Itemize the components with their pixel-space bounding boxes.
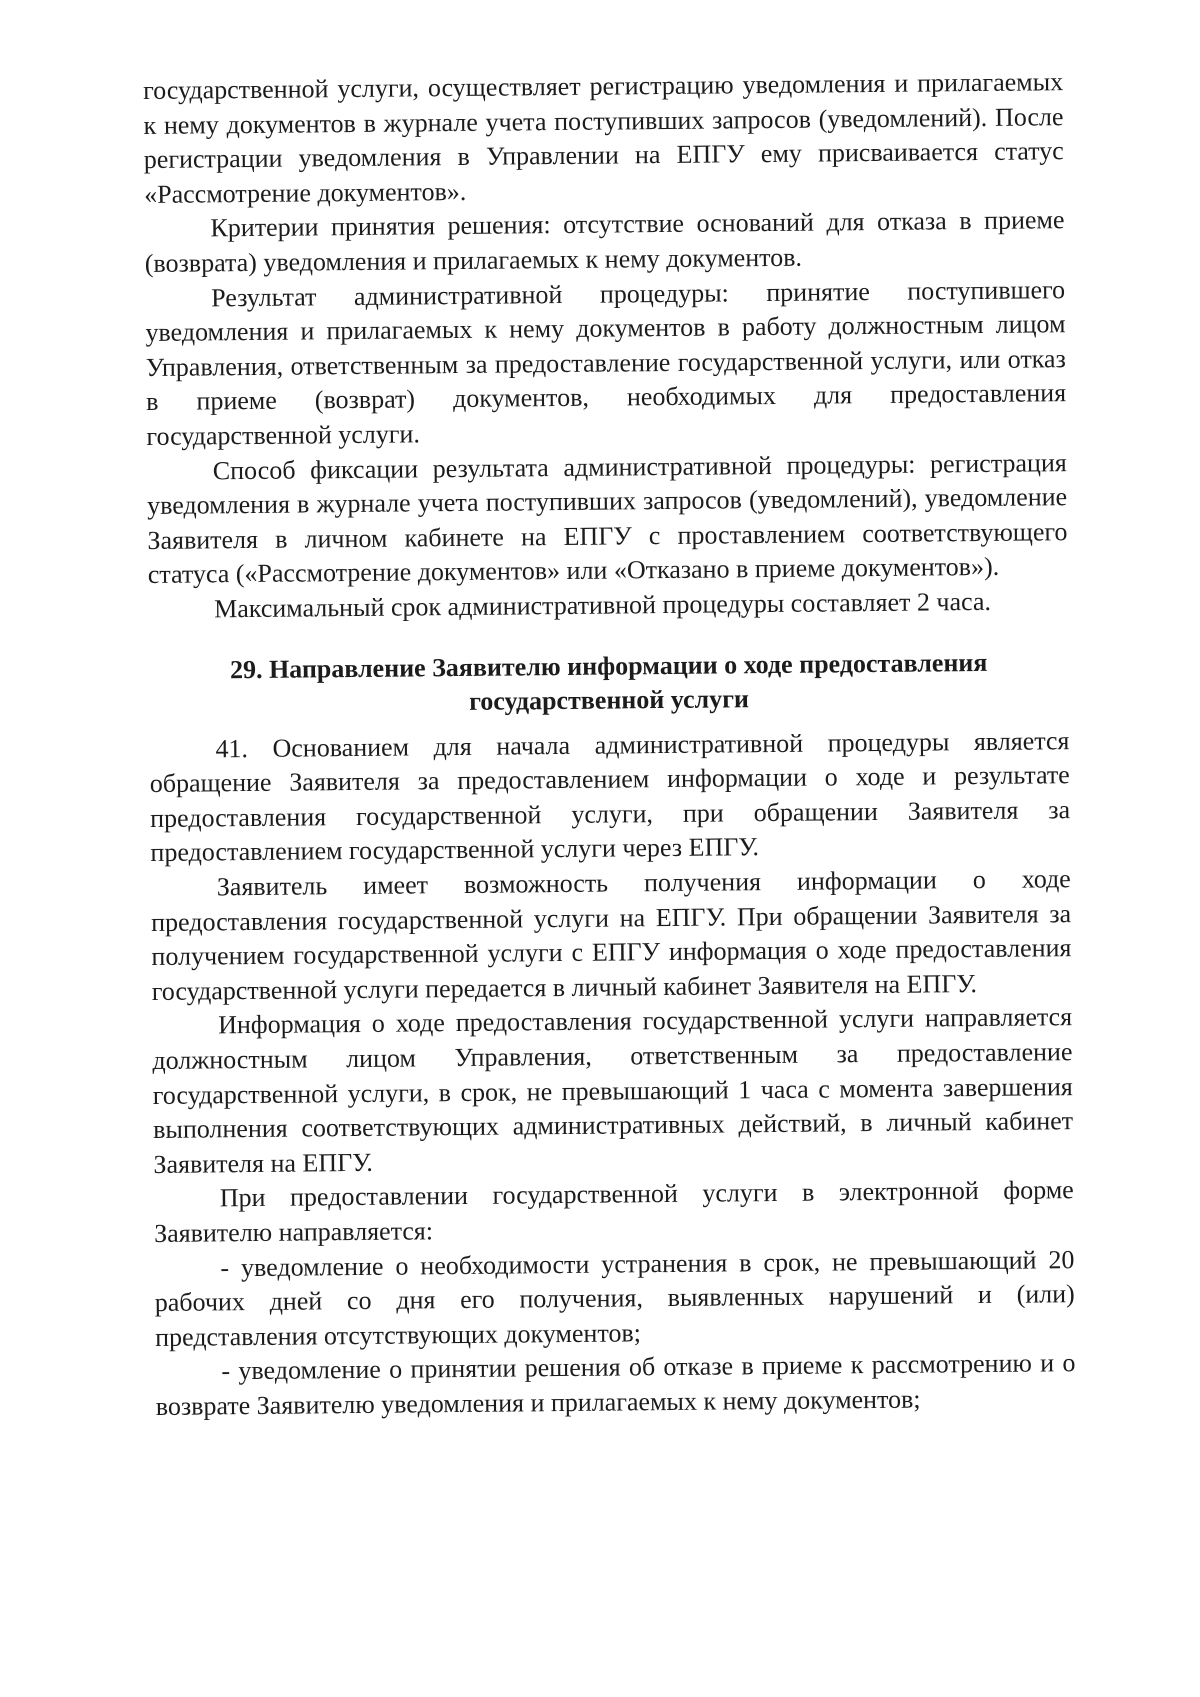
list-item: - уведомление о принятии решения об отказе в приеме к рассмотрению и о возврате Заявителю уведомления и прилагаемых к нему документов; xyxy=(155,1348,1076,1421)
document-page xyxy=(143,65,1076,1424)
paragraph-max-duration: Максимальный срок административной процедуры составляет 2 часа. xyxy=(213,586,992,624)
list-item: - уведомление о необходимости устранения в срок, не превышающий 20 рабочих дней со дня его получения, выявленных нарушений и (или) представления отсутствующих документов; xyxy=(154,1244,1075,1352)
paragraph-applicant-info: Заявитель имеет возможность получения информации о ходе предоставления государственной услуги на ЕПГУ. При обращении Заявителя за получением государственной услуги с ЕПГУ информация о ходе предоставления государственной услуги передается в личный кабинет Заявителя на ЕПГУ. xyxy=(151,864,1072,1006)
paragraph-procedure-result: Результат административной процедуры: принятие поступившего уведомления и прилагаемых к нему документов в работу должностным лицом Управления, ответственным за предоставление государственной услуги, или отказ в приеме (возврат) документов, необходимых для предоставления государственной услуги. xyxy=(145,274,1067,451)
paragraph-electronic-form: При предоставлении государственной услуги в электронной форме Заявителю направляется: xyxy=(153,1175,1074,1248)
paragraph-decision-criteria: Критерии принятия решения: отсутствие оснований для отказа в приеме (возврата) уведомления и прилагаемых к нему документов. xyxy=(144,205,1065,278)
paragraph-continuation: государственной услуги, осуществляет регистрацию уведомления и прилагаемых к нему документов в журнале учета поступивших запросов (уведомлений). После регистрации уведомления в Управлении на ЕПГУ ему присваивается статус «Рассмотрение документов». xyxy=(143,67,1064,209)
paragraph-procedure-basis: 41. Основанием для начала административной процедуры является обращение Заявителя за предоставлением информации о ходе и результате предоставления государственной услуги, при обращении Заявителя за предоставлением государственной услуги через ЕПГУ. xyxy=(149,725,1071,868)
paragraph-info-delivery: Информация о ходе предоставления государственной услуги направляется должностным лицом Управления, ответственным за предоставление государственной услуги, в срок, не превышающий 1 часа с момента завершения выполнения соответствующих административных действий, в личный кабинет Заявителя на ЕПГУ. xyxy=(152,1002,1074,1179)
section-heading: 29. Направление Заявителю информации о ходе предоставления государственной услуги xyxy=(229,647,988,716)
paragraph-result-recording: Способ фиксации результата административной процедуры: регистрация уведомления в журнале учета поступивших запросов (уведомлений), уведомление Заявителя в личном кабинете на ЕПГУ с проставлением соответствующего статуса («Рассмотрение документов» или «Отказано в приеме документов»). xyxy=(147,447,1068,590)
